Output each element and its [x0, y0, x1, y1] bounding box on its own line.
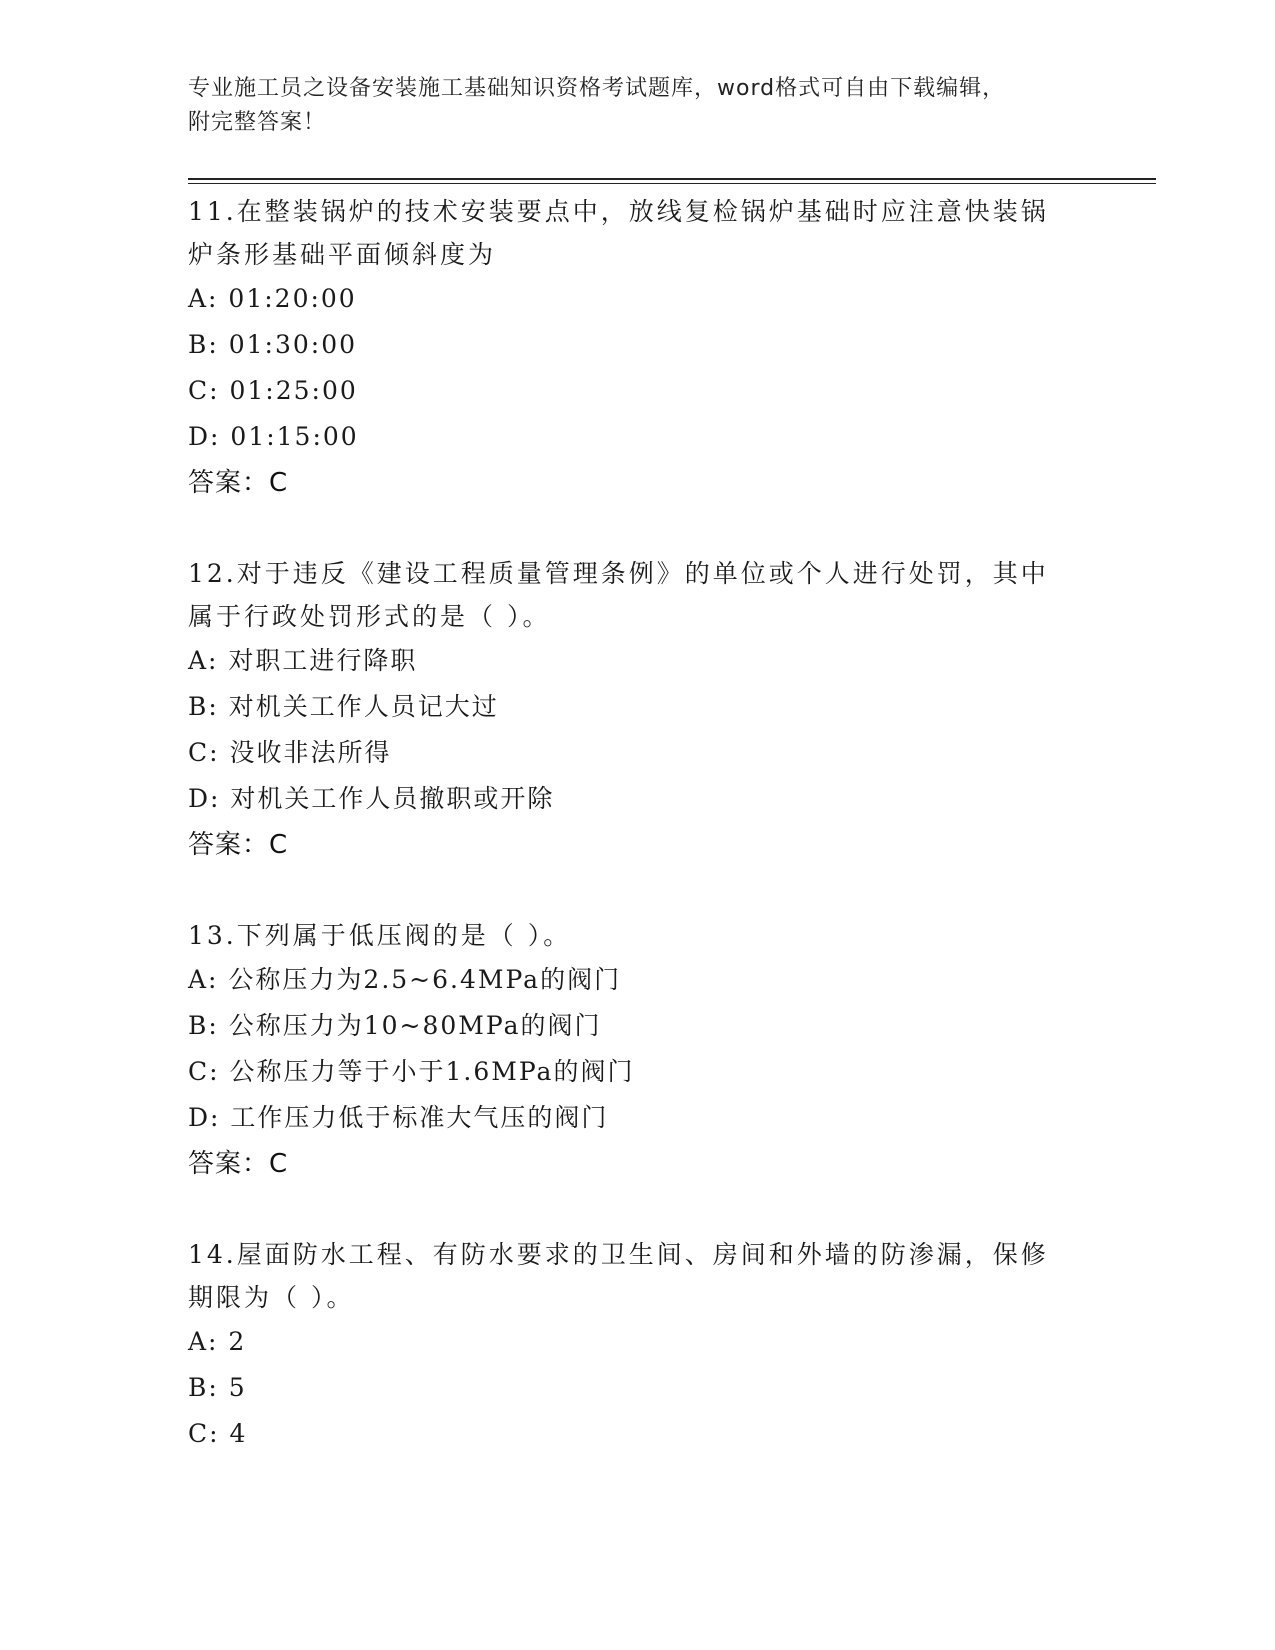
question-stem: [188, 190, 1088, 276]
option-a: A: 2: [188, 1327, 247, 1356]
question-12: [188, 552, 1088, 868]
header-line-1: 专业施工员之设备安装施工基础知识资格考试题库，word格式可自由下载编辑，: [188, 76, 1006, 101]
option-a: A: 公称压力为2.5~6.4MPa的阀门: [188, 965, 622, 994]
option-b: B: 01:30:00: [188, 330, 358, 359]
question-stem: [188, 552, 1088, 638]
option-a: A: 对职工进行降职: [188, 646, 418, 675]
header-rule-thick: [188, 178, 1156, 180]
option-b: B: 对机关工作人员记大过: [188, 692, 499, 721]
question-13: [188, 914, 1088, 1187]
question-14: [188, 1233, 1088, 1457]
option-c: C: 公称压力等于小于1.6MPa的阀门: [188, 1057, 635, 1086]
question-stem-line-2: 属于行政处罚形式的是（ ）。: [188, 602, 551, 631]
option-d: D: 工作压力低于标准大气压的阀门: [188, 1103, 609, 1132]
question-stem-line-1: 14.屋面防水工程、有防水要求的卫生间、房间和外墙的防渗漏，保修: [188, 1240, 1049, 1269]
question-list: [188, 190, 1088, 1503]
answer-line: 答案：C: [188, 468, 289, 498]
header-line-2: 附完整答案！: [188, 110, 327, 135]
option-d: D: 01:15:00: [188, 422, 359, 451]
document-header: [188, 72, 1088, 140]
question-11: [188, 190, 1088, 506]
option-a: A: 01:20:00: [188, 284, 357, 313]
question-stem-line-1: 13.下列属于低压阀的是（ ）。: [188, 921, 572, 950]
option-c: C: 没收非法所得: [188, 738, 392, 767]
question-stem-line-2: 炉条形基础平面倾斜度为: [188, 240, 497, 269]
header-rule-thin: [188, 183, 1156, 184]
question-stem: [188, 914, 1088, 957]
question-stem: [188, 1233, 1088, 1319]
option-b: B: 公称压力为10~80MPa的阀门: [188, 1011, 602, 1040]
option-c: C: 4: [188, 1419, 248, 1448]
option-b: B: 5: [188, 1373, 247, 1402]
question-stem-line-1: 12.对于违反《建设工程质量管理条例》的单位或个人进行处罚，其中: [188, 559, 1049, 588]
answer-line: 答案：C: [188, 1149, 289, 1179]
option-d: D: 对机关工作人员撤职或开除: [188, 784, 555, 813]
answer-line: 答案：C: [188, 830, 289, 860]
question-stem-line-2: 期限为（ ）。: [188, 1283, 355, 1312]
option-c: C: 01:25:00: [188, 376, 358, 405]
question-stem-line-1: 11.在整装锅炉的技术安装要点中，放线复检锅炉基础时应注意快装锅: [188, 197, 1049, 226]
